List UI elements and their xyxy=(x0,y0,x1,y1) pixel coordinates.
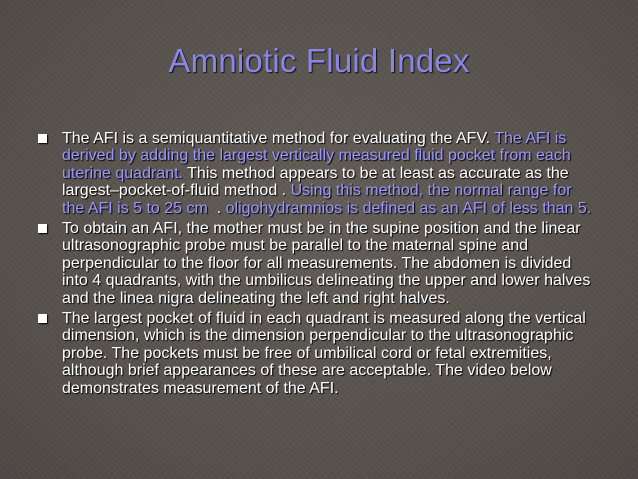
highlighted-text: The AFI is derived by adding the largest vertically measured fluid pocket from each uterine quadrant. xyxy=(62,130,571,182)
slide-title: Amniotic Fluid Index xyxy=(168,42,470,79)
bullet-item xyxy=(38,310,598,397)
bullet-text-part: The AFI is a semiquantitative method for evaluating the AFV. xyxy=(62,130,495,147)
square-bullet-icon xyxy=(38,224,47,233)
square-bullet-icon xyxy=(38,134,47,143)
bullet-text-part: This method appears to be at least as accurate as the largest–pocket-of-fluid method . xyxy=(62,164,569,200)
bullet-text-part: . xyxy=(207,199,226,217)
bullet-item xyxy=(38,220,598,307)
bullet-item xyxy=(38,130,598,217)
bullet-text-part: The largest pocket of fluid in each quadrant is measured along the vertical dimension, which is the dimension perpendicular to the ultrasonographic probe. The pockets must be free of umbilical cord or fetal extremities, although brief appearances of these are acceptable. The video below demonstrates measurement of the AFI. xyxy=(62,310,586,397)
highlighted-text: oligohydramnios is defined as an AFI of less than 5. xyxy=(225,199,592,217)
highlighted-text: Using this method, the normal range for the AFI is 5 to 25 cm xyxy=(62,182,572,217)
square-bullet-icon xyxy=(38,314,47,323)
bullet-text-part: To obtain an AFI, the mother must be in the supine position and the linear ultrasonographic probe must be parallel to the maternal spine and perpendicular to the floor for all measurements. The abdomen is divided into 4 quadrants, with the umbilicus delineating the upper and lower halves and the linea nigra delineating the left and right halves. xyxy=(62,220,591,307)
bullet-list xyxy=(38,130,598,400)
